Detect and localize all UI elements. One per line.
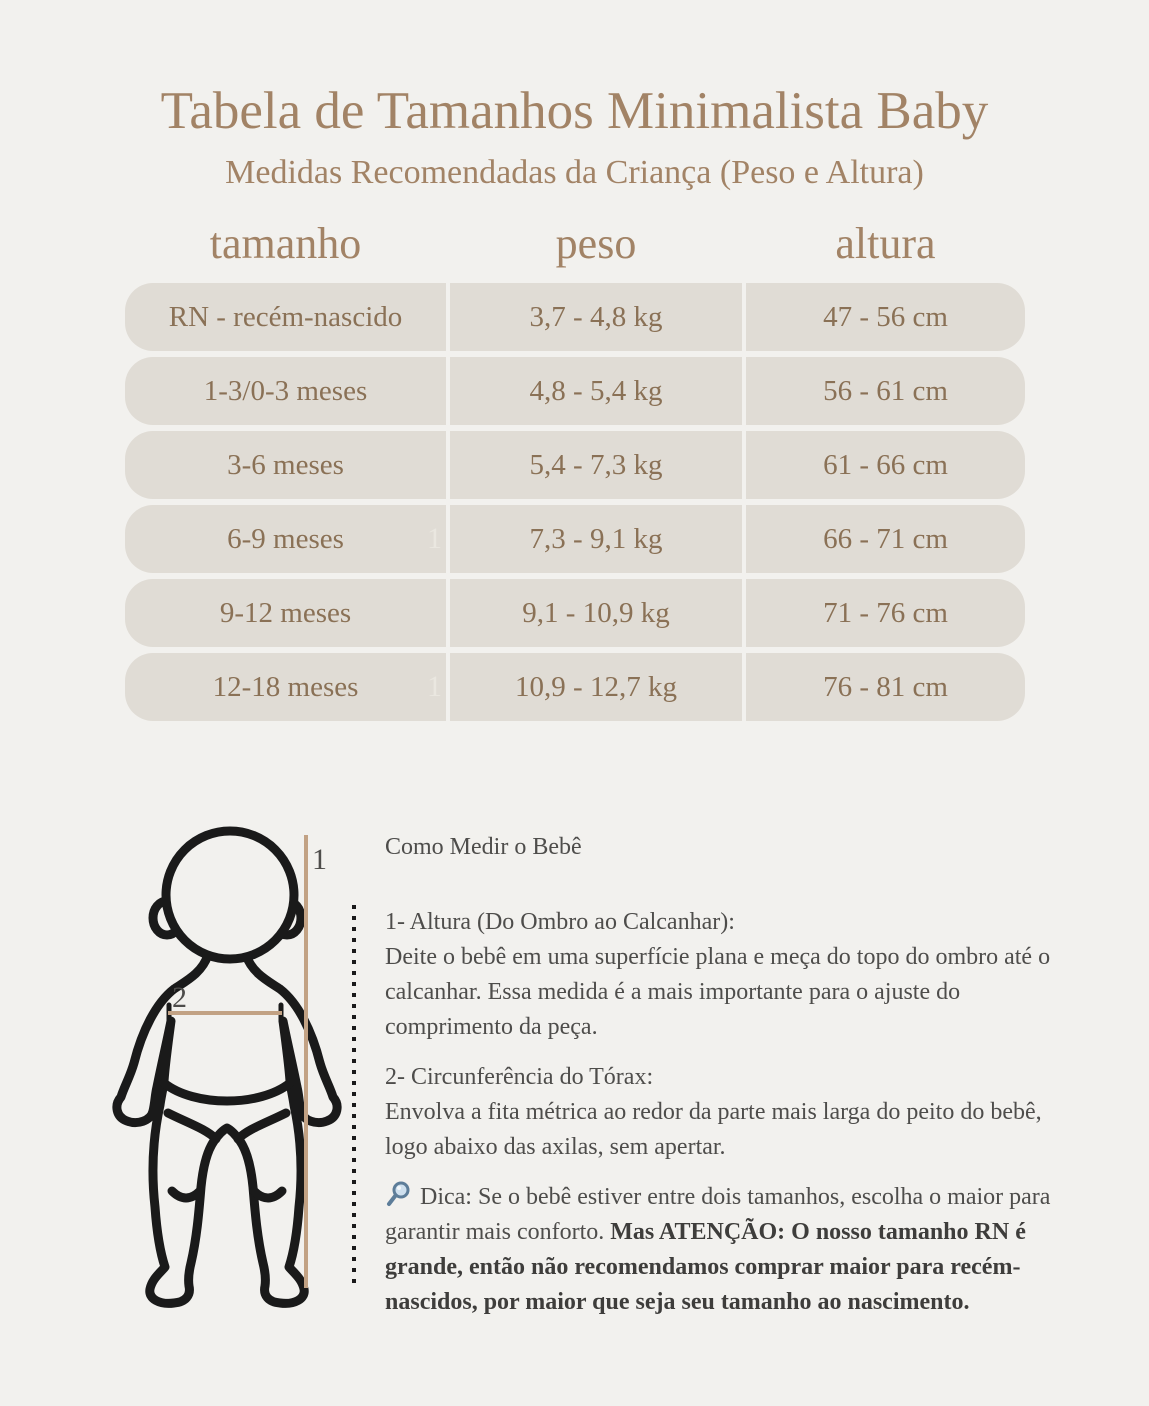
measuring-instructions xyxy=(385,830,1069,1320)
cell-tamanho: 3-6 meses xyxy=(125,431,446,499)
table-header xyxy=(125,216,1025,271)
cell-altura: 56 - 61 cm xyxy=(746,357,1025,425)
column-header-altura: altura xyxy=(835,219,936,268)
cell-altura: 71 - 76 cm xyxy=(746,579,1025,647)
dotted-divider xyxy=(352,905,356,1283)
tip-normal-text: Dica: Se o bebê estiver entre dois tamanhos, escolha o maior para garantir mais conforto. xyxy=(385,1184,1051,1245)
cell-peso: 3,7 - 4,8 kg xyxy=(450,283,742,351)
instructions-heading: Como Medir o Bebê xyxy=(385,834,582,860)
cell-tamanho: 9-12 meses xyxy=(125,579,446,647)
cell-peso: 10,9 - 12,7 kg xyxy=(450,653,742,721)
cell-altura: 76 - 81 cm xyxy=(746,653,1025,721)
baby-head xyxy=(166,831,294,959)
table-row xyxy=(125,283,1025,351)
faint-watermark: 1 xyxy=(427,670,442,703)
cell-altura: 61 - 66 cm xyxy=(746,431,1025,499)
cell-tamanho xyxy=(125,653,446,721)
magnifier-icon xyxy=(385,1180,413,1208)
cell-tamanho-text: 12-18 meses xyxy=(212,670,359,703)
cell-altura: 47 - 56 cm xyxy=(746,283,1025,351)
baby-diagram xyxy=(110,815,360,1315)
cell-peso: 7,3 - 9,1 kg xyxy=(450,505,742,573)
page-subtitle: Medidas Recomendadas da Criança (Peso e Altura) xyxy=(225,154,924,191)
page-title: Tabela de Tamanhos Minimalista Baby xyxy=(160,82,989,140)
cell-tamanho: 1-3/0-3 meses xyxy=(125,357,446,425)
table-row xyxy=(125,579,1025,647)
section-1-title: 1- Altura (Do Ombro ao Calcanhar): xyxy=(385,909,735,935)
section-2-body: Envolva a fita métrica ao redor da parte mais larga do peito do bebê, logo abaixo das axilas, sem apertar. xyxy=(385,1099,1042,1160)
cell-tamanho-text: 6-9 meses xyxy=(227,522,344,555)
height-line-label: 1 xyxy=(312,843,327,876)
cell-altura: 66 - 71 cm xyxy=(746,505,1025,573)
column-header-tamanho: tamanho xyxy=(209,219,362,268)
tip-paragraph xyxy=(385,1180,1069,1320)
cell-tamanho xyxy=(125,505,446,573)
cell-tamanho: RN - recém-nascido xyxy=(125,283,446,351)
column-header-peso: peso xyxy=(555,219,637,268)
cell-peso: 9,1 - 10,9 kg xyxy=(450,579,742,647)
table-row xyxy=(125,653,1025,721)
cell-peso: 4,8 - 5,4 kg xyxy=(450,357,742,425)
chest-line-label: 2 xyxy=(172,981,187,1014)
table-row xyxy=(125,505,1025,573)
section-1-body: Deite o bebê em uma superfície plana e meça do topo do ombro até o calcanhar. Essa medida é a mais importante para o ajuste do comprimento da peça. xyxy=(385,944,1051,1040)
table-row xyxy=(125,431,1025,499)
table-row xyxy=(125,357,1025,425)
size-table xyxy=(125,283,1025,727)
faint-watermark: 1 xyxy=(427,522,442,555)
cell-peso: 5,4 - 7,3 kg xyxy=(450,431,742,499)
tip-bold-text: Mas ATENÇÃO: O nosso tamanho RN é grande, então não recomendamos comprar maior para recém-nascidos, por maior que seja seu tamanho ao nascimento. xyxy=(385,1219,1026,1315)
section-2-title: 2- Circunferência do Tórax: xyxy=(385,1064,654,1090)
